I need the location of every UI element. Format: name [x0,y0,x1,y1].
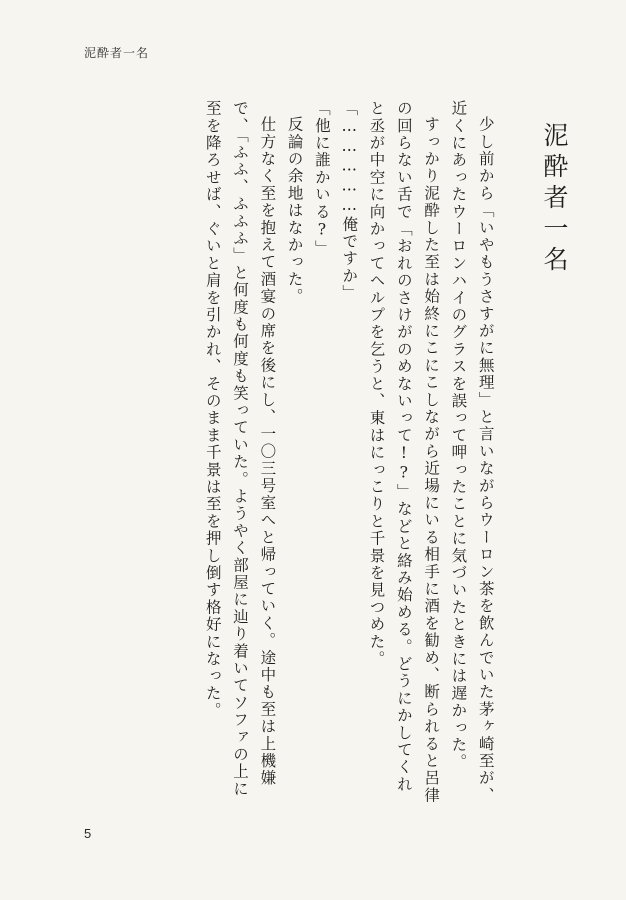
chapter-title: 泥酔者一名 [540,122,569,277]
paragraph: 少し前から「いやもうさすがに無理」と言いながらウーロン茶を飲んでいた茅ヶ崎至が、近くにあったウーロンハイのグラスを誤って呷ったことに気づいたときには遅かった。 [449,100,495,804]
running-header: 泥酔者一名 [84,46,150,60]
paragraph: 反論の余地はなかった。 [285,115,304,305]
vertical-body-text [198,100,568,810]
dialogue-line: 「他に誰かいる?」 [312,100,331,258]
page-number: 5 [84,826,92,841]
paragraph: すっかり泥酔した至は始終にこにこしながら近場にいる相手に酒を勧め、断られると呂律の回らない舌で「おれのさけがのめないって!?」などと絡み始める。どうにかしてくれと丞が中空に向かってヘルプを乞うと、東はにっこりと千景を見つめた。 [367,100,441,804]
paragraph: 仕方なく至を抱えて酒宴の席を後にし、一〇三号室へと帰っていく。途中も至は上機嫌で、「ふふ、ふふふ」と何度も何度も笑っていた。ようやく部屋に辿り着いてソファの上に至を降ろせば、ぐいと肩を引かれ、そのまま千景は至を押し倒す格好になった。 [203,100,277,798]
dialogue-line: 「……………俺ですか」 [340,100,359,302]
